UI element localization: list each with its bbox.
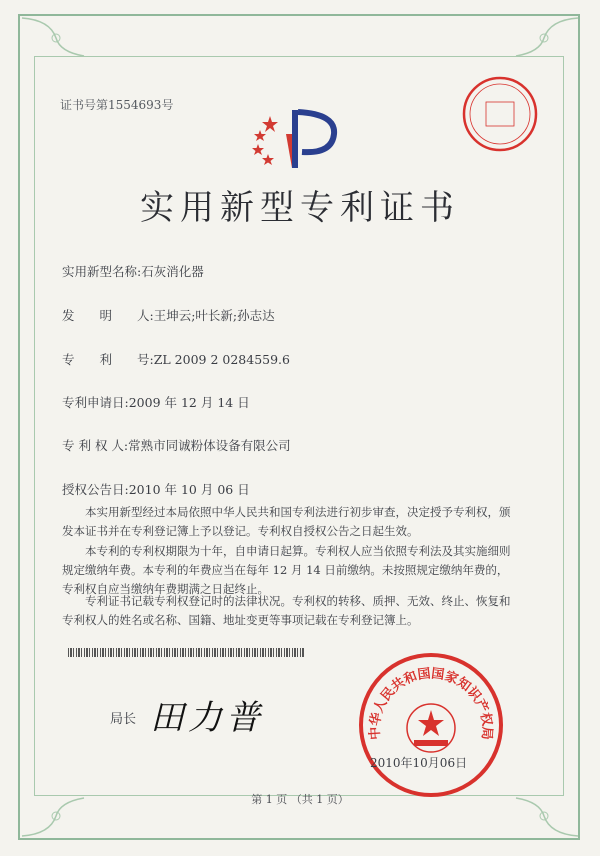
national-ip-office-seal (356, 650, 506, 800)
seal-text: 中华人民共和国国家知识产权局 (367, 666, 495, 741)
field-label: 授权公告日: (62, 482, 129, 497)
field-patentee (62, 436, 291, 454)
paragraph-1: 本实用新型经过本局依照中华人民共和国专利法进行初步审查，决定授予专利权，颁发本证书并在专利登记簿上予以登记。专利权自授权公告之日起生效。 (62, 505, 511, 538)
field-value: 常熟市同诚粉体设备有限公司 (128, 438, 291, 453)
barcode (68, 648, 304, 657)
certificate-title: 实用新型专利证书 (140, 188, 460, 228)
field-label: 专 利 权 人: (62, 438, 129, 453)
corner-ornament-top-left (20, 16, 90, 66)
tax-stamp (458, 72, 542, 156)
sipo-logo-icon (248, 104, 344, 172)
paragraph-3: 专利证书记载专利权登记时的法律状况。专利权的转移、质押、无效、终止、恢复和专利权人的姓名或名称、国籍、地址变更等事项记载在专利登记簿上。 (62, 594, 511, 627)
field-value: 石灰消化器 (141, 264, 204, 279)
field-value: 王坤云;叶长新;孙志达 (153, 308, 275, 323)
field-label: 发 明 人: (62, 308, 154, 323)
field-utility-model-name (62, 262, 204, 280)
certificate-number: 证书号第1554693号 (60, 98, 174, 112)
paragraph-2: 本专利的专利权期限为十年，自申请日起算。专利权人应当依照专利法及其实施细则规定缴纳年费。本专利的年费应当在每年 12 月 14 日前缴纳。未按照规定缴纳年费的，专利权自应当缴纳年费期满之日起终止。 (62, 544, 511, 596)
page-footer: 第 1 页 （共 1 页） (251, 793, 349, 806)
director-label: 局长 (110, 712, 137, 727)
field-label: 专利申请日: (62, 395, 129, 410)
field-value: 2010 年 10 月 06 日 (128, 482, 250, 497)
corner-ornament-top-right (510, 16, 580, 66)
field-label: 实用新型名称: (62, 264, 142, 279)
field-application-date (62, 393, 250, 411)
issue-date: 2010年10月06日 (370, 756, 468, 770)
field-inventors (62, 306, 275, 324)
field-value: ZL 2009 2 0284559.6 (153, 352, 290, 367)
field-label: 专 利 号: (62, 352, 154, 367)
field-value: 2009 年 12 月 14 日 (128, 395, 250, 410)
field-grant-date (62, 480, 250, 498)
director-signature: 田力普 (150, 698, 264, 738)
field-patent-number (62, 350, 290, 368)
